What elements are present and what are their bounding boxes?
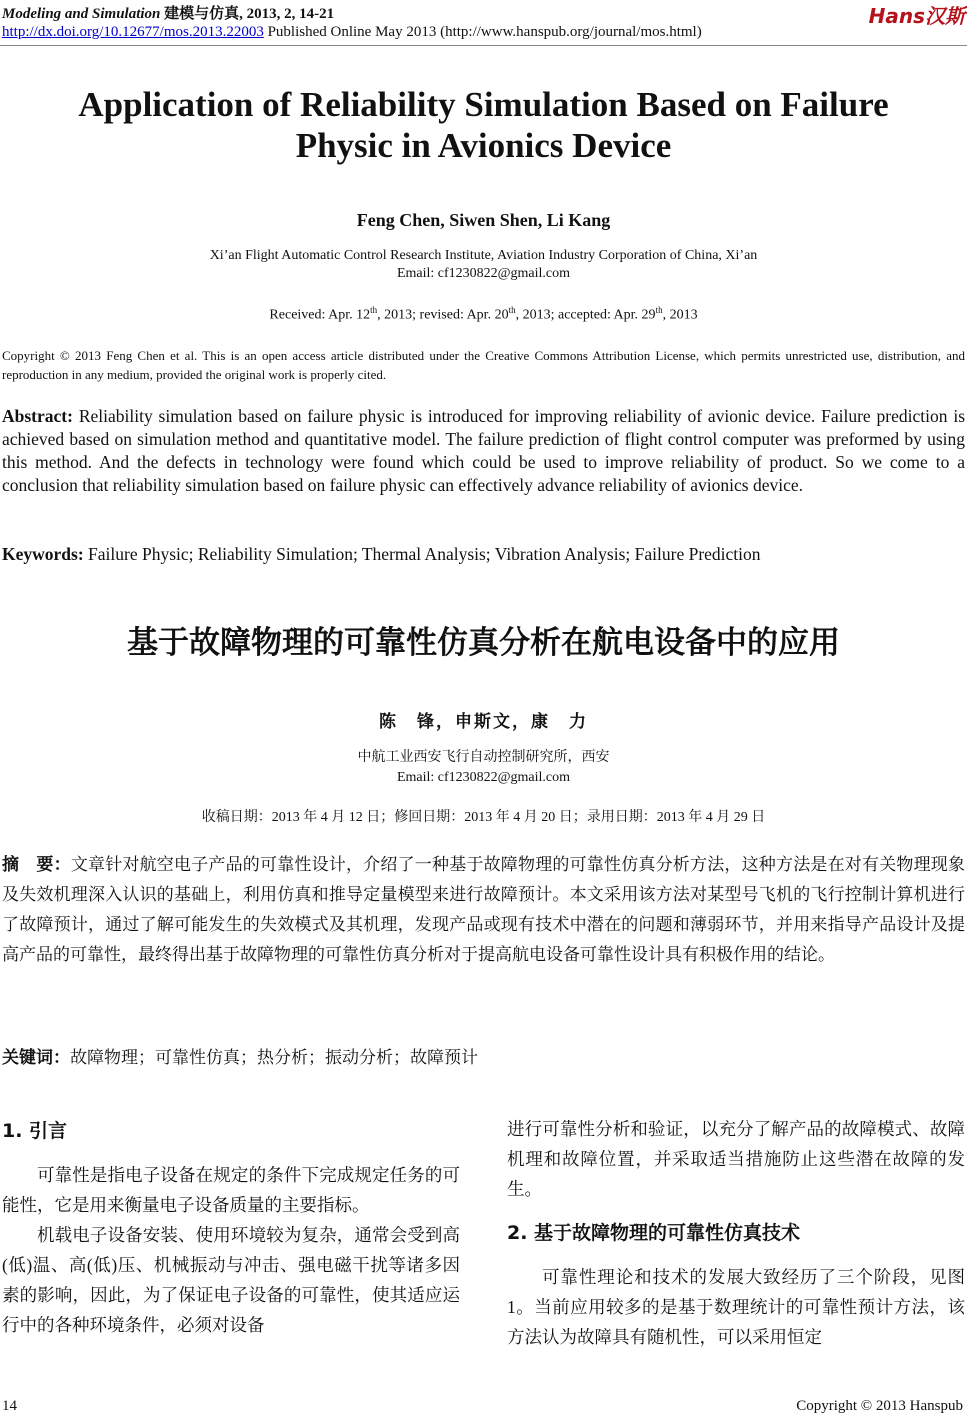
cn-authors: 陈 锋，申斯文，康 力 xyxy=(379,712,588,732)
cn-email: Email: cf1230822@gmail.com xyxy=(396,770,571,785)
cn-abstract xyxy=(2,850,965,970)
cn-title: 基于故障物理的可靠性仿真分析在航电设备中的应用 xyxy=(127,625,840,661)
paper-title xyxy=(0,84,967,166)
abstract xyxy=(2,405,965,497)
email: Email: cf1230822@gmail.com xyxy=(396,266,571,281)
ordinal-sup: th xyxy=(370,305,378,315)
abstract-text: Reliability simulation based on failure physic is introduced for improving reliability of avionic device. Failure prediction is achieved based on simulation method and quantitative model. The failure prediction of flight control computer was preformed by using this method. And the defects in technology were found which could be used to improve reliability of product. So we come to a conclusion that reliability simulation based on failure physic can effectively advance reliability of avionics device. xyxy=(2,406,966,495)
accepted-text: , 2013; accepted: Apr. 29 xyxy=(515,307,656,323)
cn-received-dates: 收稿日期：2013 年 4 月 12 日；修回日期：2013 年 4 月 20 日；录用日期：2013 年 4 月 29 日 xyxy=(201,810,766,825)
doi-link[interactable]: http://dx.doi.org/10.12677/mos.2013.22003 xyxy=(2,24,264,40)
footer-copyright: Copyright © 2013 Hanspub xyxy=(796,1398,963,1414)
cn-affiliation: 中航工业西安飞行自动控制研究所，西安 xyxy=(357,750,610,765)
year-text: , 2013 xyxy=(662,307,698,323)
authors: Feng Chen, Siwen Shen, Li Kang xyxy=(356,210,611,230)
ordinal-sup: th xyxy=(508,305,516,315)
section-1-paragraph-continued: 进行可靠性分析和验证，以充分了解产品的故障模式、故障机理和故障位置，并采取适当措施防止这些潜在故障的发生。 xyxy=(507,1119,965,1199)
copyright-notice: Copyright © 2013 Feng Chen et al. This is an open access article distributed under the Creative Commons Attribution License, which permits unrestricted use, distribution, and reproduction in any medium, provided the original work is properly cited. xyxy=(2,348,965,382)
keywords xyxy=(2,544,965,565)
section-1-paragraph-1: 可靠性是指电子设备在规定的条件下完成规定任务的可能性，它是用来衡量电子设备质量的主要指标。 xyxy=(2,1165,460,1215)
cn-affiliation-block xyxy=(0,748,967,788)
body-column-left xyxy=(2,1114,460,1340)
header-divider xyxy=(0,45,967,46)
journal-header xyxy=(2,2,334,23)
cn-abstract-label: 摘 要： xyxy=(2,855,71,875)
section-2-heading: 2. 基于故障物理的可靠性仿真技术 xyxy=(507,1222,801,1244)
section-1-paragraph-2: 机载电子设备安装、使用环境较为复杂，通常会受到高(低)温、高(低)压、机械振动与冲击、强电磁干扰等诸多因素的影响，因此，为了保证电子设备的可靠性，使其适应运行中的各种环境条件，必须对设备 xyxy=(2,1225,460,1335)
journal-issue-cn: 建模与仿真, 2013, 2, 14-21 xyxy=(164,6,335,22)
affiliation-block xyxy=(0,247,967,283)
body-column-right xyxy=(507,1114,965,1352)
section-1-heading: 1. 引言 xyxy=(2,1120,68,1142)
published-online: Published Online May 2013 (http://www.hanspub.org/journal/mos.html) xyxy=(267,24,702,40)
ordinal-sup: th xyxy=(655,305,663,315)
section-2-paragraph-1: 可靠性理论和技术的发展大致经历了三个阶段，见图 1。当前应用较多的是基于数理统计的可靠性预计方法，该方法认为故障具有随机性，可以采用恒定 xyxy=(507,1267,965,1347)
doi-line xyxy=(2,24,702,41)
publisher-logo: Hans汉斯 xyxy=(868,4,965,28)
cn-keywords xyxy=(2,1043,965,1068)
cn-keywords-text: 故障物理；可靠性仿真；热分析；振动分析；故障预计 xyxy=(70,1048,478,1067)
received-text: Received: Apr. 12 xyxy=(269,307,371,323)
abstract-label: Abstract: xyxy=(2,406,73,426)
paper-title-text: Application of Reliability Simulation Based on Failure Physic in Avionics Device xyxy=(78,85,889,165)
cn-abstract-text: 文章针对航空电子产品的可靠性设计，介绍了一种基于故障物理的可靠性仿真分析方法，这种方法是在对有关物理现象及失效机理深入认识的基础上，利用仿真和推导定量模型来进行故障预计。本文采用该方法对某型号飞机的飞行控制计算机进行了故障预计，通过了解可能发生的失效模式及其机理，发现产品或现有技术中潜在的问题和薄弱环节，并用来指导产品设计及提高产品的可靠性，最终得出基于故障物理的可靠性仿真分析对于提高航电设备可靠性设计具有积极作用的结论。 xyxy=(2,855,966,964)
keywords-text: Failure Physic; Reliability Simulation; Thermal Analysis; Vibration Analysis; Failure Prediction xyxy=(88,544,761,564)
journal-name: Modeling and Simulation xyxy=(2,6,161,22)
cn-keywords-label: 关键词： xyxy=(2,1048,70,1068)
keywords-label: Keywords: xyxy=(2,544,84,564)
revised-text: , 2013; revised: Apr. 20 xyxy=(377,307,509,323)
page-number: 14 xyxy=(2,1398,17,1414)
received-dates xyxy=(0,305,967,324)
affiliation: Xi’an Flight Automatic Control Research Institute, Aviation Industry Corporation of China, Xi’an xyxy=(209,248,758,263)
